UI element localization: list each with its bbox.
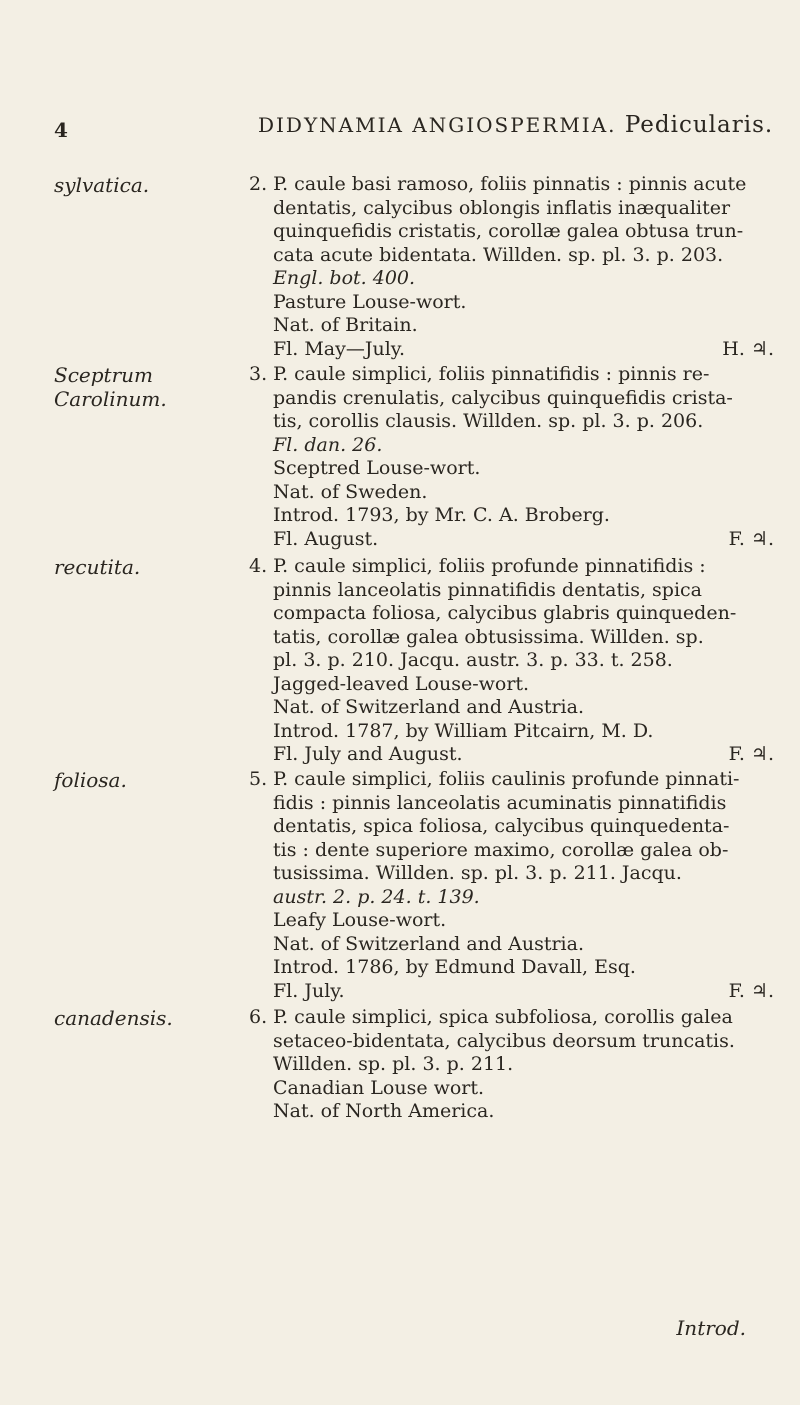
entry-text (249, 363, 774, 551)
entry-line: quinquefidis cristatis, corollæ galea obtusa trun- (273, 220, 744, 242)
entry-line: austr. 2. p. 24. t. 139. (273, 885, 480, 908)
entry-line: Jagged-leaved Louse-wort. (273, 672, 530, 695)
flowering-text: Fl. May—July. (273, 337, 406, 360)
running-title: DIDYNAMIA ANGIOSPERMIA. (258, 113, 617, 137)
entry-line: cata acute bidentata. Willden. sp. pl. 3. p. 203. (273, 243, 724, 266)
entry-line (249, 338, 774, 362)
entry-line (249, 980, 774, 1004)
margin-name: recutita. (54, 555, 141, 579)
entry-line: 5. P. caule simplici, foliis caulinis profunde pinnati- (249, 768, 740, 790)
duration-mark: H. ♃. (722, 337, 774, 360)
entry-line: Nat. of Switzerland and Austria. (273, 932, 584, 955)
entry-line: Leafy Louse-wort. (273, 909, 447, 931)
entry-text (249, 1006, 774, 1124)
entry-line: Nat. of North America. (273, 1100, 495, 1122)
margin-name: canadensis. (54, 1006, 173, 1030)
entry-line: Engl. bot. 400. (273, 267, 416, 289)
flowering-text: Fl. August. (273, 527, 379, 550)
entry-line: Nat. of Switzerland and Austria. (273, 696, 584, 718)
genus-title: Pedicularis. (624, 112, 774, 138)
margin-name: foliosa. (54, 768, 127, 792)
entry-line: setaceo-bidentata, calycibus deorsum truncatis. (273, 1029, 735, 1052)
entry-line: dentatis, spica foliosa, calycibus quinquedenta- (273, 815, 730, 837)
entry-line (249, 743, 774, 767)
entry-line: 6. P. caule simplici, spica subfoliosa, corollis galea (249, 1006, 733, 1028)
margin-name: sylvatica. (54, 173, 150, 197)
entry-line: Introd. 1793, by Mr. C. A. Broberg. (273, 504, 610, 526)
entry-text (249, 173, 774, 361)
entry-line: 3. P. caule simplici, foliis pinnatifidis : pinnis re- (249, 363, 710, 385)
entry-text (249, 555, 774, 767)
entry-line: Nat. of Sweden. (273, 480, 428, 503)
entry-line: Pasture Louse-wort. (273, 290, 467, 313)
entry-line: pl. 3. p. 210. Jacqu. austr. 3. p. 33. t. 258. (273, 649, 673, 671)
entry-line: Nat. of Britain. (273, 314, 418, 336)
entry-line: dentatis, calycibus oblongis inflatis inæqualiter (273, 196, 731, 219)
entry-line: pinnis lanceolatis pinnatifidis dentatis, spica (273, 578, 703, 601)
entry-line (249, 528, 774, 552)
entry-line: Fl. dan. 26. (273, 433, 383, 456)
flowering-text: Fl. July and August. (273, 743, 463, 765)
running-header (258, 112, 773, 138)
page-number: 4 (54, 118, 68, 142)
entry-line: 2. P. caule basi ramoso, foliis pinnatis : pinnis acute (249, 173, 747, 195)
entry-line: Introd. 1787, by William Pitcairn, M. D. (273, 719, 654, 742)
entry-line: Introd. 1786, by Edmund Davall, Esq. (273, 956, 636, 978)
flowering-text: Fl. July. (273, 979, 345, 1002)
entry-line: fidis : pinnis lanceolatis acuminatis pinnatifidis (273, 791, 727, 814)
entry-line: Willden. sp. pl. 3. p. 211. (273, 1053, 514, 1075)
entry-line: 4. P. caule simplici, foliis profunde pinnatifidis : (249, 555, 706, 577)
duration-mark: F. ♃. (728, 979, 774, 1002)
catchword: Introd. (676, 1316, 746, 1340)
entry-text (249, 768, 774, 1003)
duration-mark: F. ♃. (728, 743, 774, 765)
entry-line: pandis crenulatis, calycibus quinquefidis crista- (273, 386, 733, 409)
entry-line: tusissima. Willden. sp. pl. 3. p. 211. Jacqu. (273, 862, 682, 884)
entry-line: Sceptred Louse-wort. (273, 457, 481, 479)
entry-line: Canadian Louse wort. (273, 1076, 485, 1099)
margin-name: Sceptrum Carolinum. (54, 363, 167, 411)
entry-line: tis : dente superiore maximo, corollæ galea ob- (273, 838, 729, 861)
entry-line: tatis, corollæ galea obtusissima. Willden. sp. (273, 625, 704, 648)
entry-line: compacta foliosa, calycibus glabris quinqueden- (273, 602, 737, 624)
entry-line: tis, corollis clausis. Willden. sp. pl. 3. p. 206. (273, 410, 704, 432)
duration-mark: F. ♃. (728, 527, 774, 550)
